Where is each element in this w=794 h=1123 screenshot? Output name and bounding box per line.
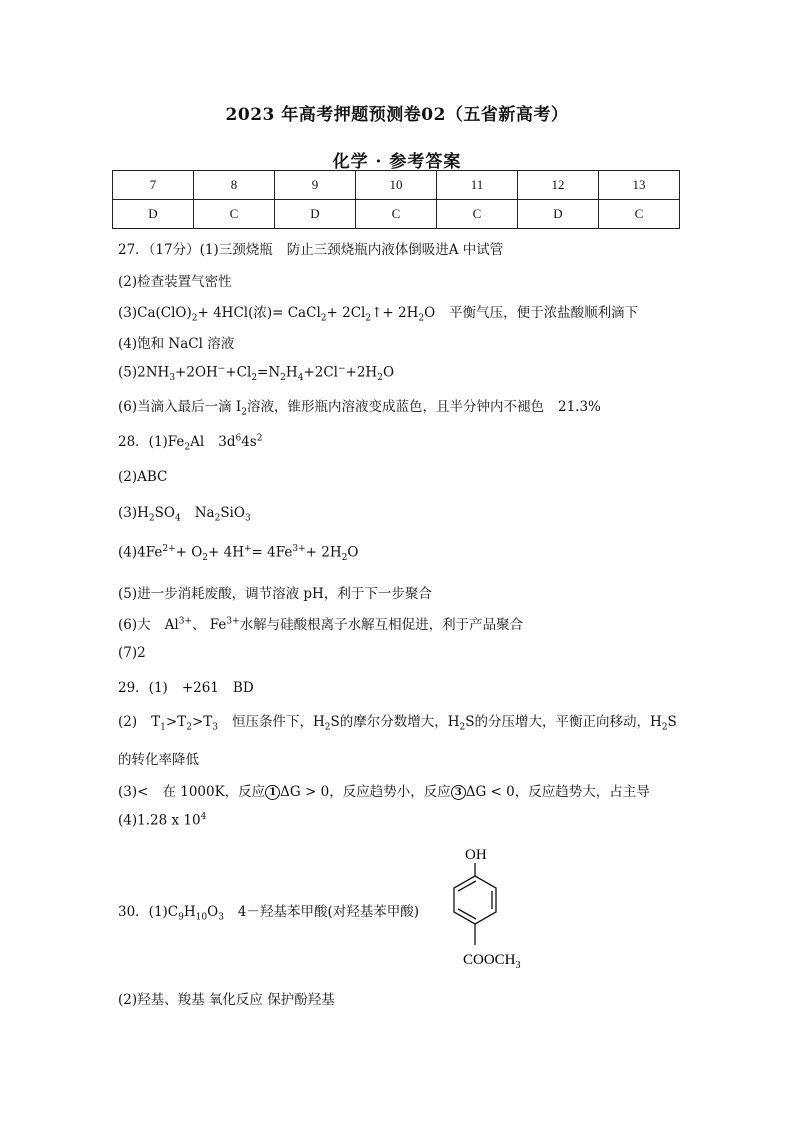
q28-line-6: (6)大 $Al^{3+}$、 $Fe^{3+}$水解与硅酸根离子水解互相促进，利于产品聚合 (118, 616, 524, 633)
question-number-cell: 8 (194, 171, 275, 200)
answer-table (112, 170, 680, 229)
hydroxyl-group-label: OH (465, 847, 487, 863)
q28-line-5: (5)进一步消耗废酸，调节溶液 pH，利于下一步聚合 (118, 586, 432, 602)
answer-cell: D (113, 200, 194, 229)
question-number-cell: 12 (518, 171, 599, 200)
q28-line-2: (2)ABC (118, 469, 168, 485)
page-title: 2023 年高考押题预测卷02（五省新高考） (225, 105, 569, 125)
q29-line-2-cont: 的转化率降低 (118, 752, 199, 768)
question-number-cell: 10 (356, 171, 437, 200)
q28-line-3: $(3)H_2SO_4$ $Na_2SiO_3$ (118, 505, 251, 524)
ring-double-bond (458, 881, 476, 891)
answer-cell: C (437, 200, 518, 229)
page-subtitle: 化学 · 参考答案 (332, 152, 462, 172)
question-number-cell: 9 (275, 171, 356, 200)
answer-table-header-row (113, 171, 680, 200)
ring-double-bond (458, 909, 476, 919)
benzene-ring (454, 876, 496, 924)
q30-line-1: 30．$(1)C_9H_{10}O_3$ 4－羟基苯甲酸(对羟基苯甲酸) (118, 904, 420, 923)
answer-cell: C (599, 200, 680, 229)
q29-line-1: 29．(1) +261 BD (118, 680, 254, 696)
answer-cell: C (194, 200, 275, 229)
ester-group-label: $COOCH_3$ (463, 952, 521, 971)
q29-line-2: (2) $T_1>T_2>T_3$ 恒压条件下，$H_2S$的摩尔分数增大，$H_2S$的分压增大，平衡正向移动，$H_2S$ (118, 714, 677, 733)
circled-number-1-icon: 1 (265, 785, 280, 800)
answer-cell: D (275, 200, 356, 229)
q27-line-1: 27．（17分）(1)三颈烧瓶 防止三颈烧瓶内液体倒吸进A 中试管 (118, 242, 504, 258)
answer-cell: D (518, 200, 599, 229)
q30-line-2: (2)羟基、羧基 氧化反应 保护酚羟基 (118, 992, 335, 1008)
q29-line-3: (3)< 在 1000K，反应 1 ΔG > 0，反应趋势小，反应 3 ΔG < 0，反应趋势大，占主导 (118, 784, 650, 800)
answer-table-answer-row (113, 200, 680, 229)
q27-line-3: $(3)Ca(ClO)_2+ 4HCl$(浓)= CaCl$_2$+ $2Cl_2↑+ 2H_2O$ 平衡气压，便于浓盐酸顺利滴下 (118, 305, 639, 324)
question-number-cell: 11 (437, 171, 518, 200)
q29-line-4: (4)1.28 x $10^4$ (118, 812, 207, 829)
structure-formula-diagram (435, 840, 575, 975)
q28-line-7: (7)2 (118, 645, 146, 661)
question-number-cell: 7 (113, 171, 194, 200)
q27-line-5: $(5)2NH_3+2OH^-+Cl_2=N_2H_4+2Cl^-+2H_2O$ (118, 364, 395, 384)
q28-line-4: $(4)4Fe^{2+}+ O_2+ 4H^+= 4Fe^{3+}+ 2H_2O$ (118, 544, 359, 564)
question-number-cell: 13 (599, 171, 680, 200)
q27-line-2: (2)检查装置气密性 (118, 274, 232, 290)
q27-line-6: (6)当滴入最后一滴 $I_2$溶液，锥形瓶内溶液变成蓝色，且半分钟内不褪色 21.3% (118, 399, 601, 418)
q27-line-4: (4)饱和 NaCl 溶液 (118, 336, 235, 352)
answer-cell: C (356, 200, 437, 229)
q28-line-1: 28．$(1)Fe_2Al$ $3d^64s^2$ (118, 433, 263, 453)
circled-number-3-icon: 3 (451, 785, 466, 800)
